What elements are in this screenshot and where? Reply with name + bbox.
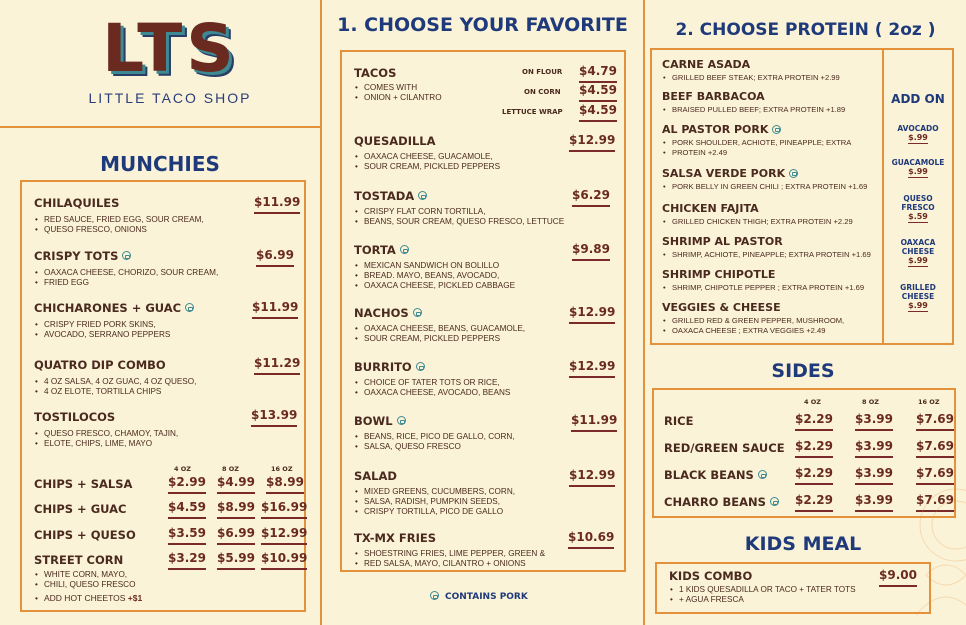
item-price: $16.99 [261, 500, 307, 519]
menu-item [34, 553, 142, 603]
taco-option-label: LETTUCE WRAP [502, 108, 563, 116]
side-price: $7.69 [916, 466, 954, 485]
addon-price: $.99 [908, 167, 928, 176]
pork-icon [789, 169, 798, 178]
logo-divider [0, 126, 321, 128]
item-price: $3.29 [168, 551, 206, 570]
kids-name: KIDS COMBO [669, 569, 753, 583]
munchies-box [20, 180, 306, 612]
item-name: CHIPS + SALSA [34, 477, 133, 491]
favorites-title: 1. CHOOSE YOUR FAVORITE [337, 14, 628, 36]
protein-description: • SHRIMP, CHIPOTLE PEPPER ; EXTRA PROTEIN +1.69 [662, 283, 864, 293]
item-price: $4.59 [579, 103, 617, 122]
size-header: 8 OZ [222, 465, 240, 473]
size-header: 4 OZ [174, 465, 192, 473]
protein-item [662, 90, 845, 115]
item-name: QUATRO DIP COMBO [34, 358, 166, 372]
protein-name: SHRIMP CHIPOTLE [662, 268, 776, 281]
side-price: $3.99 [855, 493, 893, 512]
side-name: RICE [664, 414, 694, 428]
protein-description: • BRAISED PULLED BEEF; EXTRA PROTEIN +1.89 [662, 105, 845, 115]
logo [80, 10, 260, 106]
protein-name: AL PASTOR PORK [662, 123, 769, 136]
item-price: $12.99 [569, 359, 615, 378]
side-price: $7.69 [916, 493, 954, 512]
item-price: $10.69 [568, 530, 614, 549]
addon-price: $.99 [908, 256, 928, 265]
item-name: BURRITO [354, 360, 412, 374]
protein-item [662, 123, 851, 157]
menu-item [34, 301, 194, 340]
logo-mark: LTS [102, 10, 238, 87]
addon-item: GUACAMOLE $.99 [891, 158, 945, 176]
menu-item [354, 360, 510, 398]
addon-price: $.99 [908, 133, 928, 142]
addon-item: AVOCADO $.99 [897, 124, 939, 142]
taco-option-label: ON FLOUR [522, 68, 563, 76]
item-price: $6.29 [572, 188, 610, 207]
menu-item [354, 66, 442, 103]
menu-item [34, 249, 218, 288]
taco-option-label: ON CORN [524, 88, 561, 96]
item-description: • MEXICAN SANDWICH ON BOLILLO • BREAD. MAYO, BEANS, AVOCADO, • OAXACA CHEESE, PICKLED CABBAGE [354, 261, 515, 291]
item-price: $12.99 [569, 305, 615, 324]
item-price: $12.99 [569, 468, 615, 487]
protein-description: • GRILLED RED & GREEN PEPPER, MUSHROOM, • OAXACA CHEESE ; EXTRA VEGGIES +2.49 [662, 316, 844, 335]
pork-icon [758, 470, 767, 479]
protein-item [662, 202, 853, 227]
kids-description: • 1 KIDS QUESADILLA OR TACO + TATER TOTS • + AGUA FRESCA [669, 585, 856, 605]
item-name: QUESADILLA [354, 134, 436, 148]
menu-item [354, 306, 525, 344]
item-name: TOSTILOCOS [34, 410, 116, 424]
item-price: $11.99 [571, 413, 617, 432]
menu-item [354, 469, 515, 517]
item-description: • MIXED GREENS, CUCUMBERS, CORN, • SALSA, RADISH, PUMPKIN SEEDS, • CRISPY TORTILLA, PICO DE GALLO [354, 487, 515, 517]
item-price: $11.99 [254, 195, 300, 214]
column-divider-right [643, 0, 645, 625]
item-price: $10.99 [261, 551, 307, 570]
side-price: $2.29 [795, 412, 833, 431]
protein-description: • PORK BELLY IN GREEN CHILI ; EXTRA PROTEIN +1.69 [662, 182, 867, 192]
protein-description: • PORK SHOULDER, ACHIOTE, PINEAPPLE; EXTRA • PROTEIN +2.49 [662, 138, 851, 157]
item-price: $2.99 [168, 475, 206, 494]
decorative-illustration [886, 465, 966, 625]
addon-price: $.99 [908, 301, 928, 310]
item-description: • OAXACA CHEESE, GUACAMOLE, • SOUR CREAM, PICKLED PEPPERS [354, 152, 500, 172]
protein-name: SHRIMP AL PASTOR [662, 235, 783, 248]
protein-box [650, 48, 954, 345]
item-name: TX-MX FRIES [354, 531, 436, 545]
item-name: CHICHARONES + GUAC [34, 301, 182, 315]
side-price: $2.29 [795, 493, 833, 512]
pork-legend: CONTAINS PORK [430, 592, 528, 602]
protein-title: 2. CHOOSE PROTEIN ( 2oz ) [675, 20, 936, 40]
size-header: 8 OZ [862, 398, 880, 406]
item-description: • COMES WITH • ONION + CILANTRO [354, 83, 442, 103]
protein-name: SALSA VERDE PORK [662, 167, 786, 180]
item-name: CHIPS + GUAC [34, 502, 127, 516]
munchies-title: MUNCHIES [100, 152, 220, 176]
size-header: 4 OZ [804, 398, 822, 406]
menu-item [34, 410, 178, 449]
item-price: $6.99 [217, 526, 255, 545]
item-price: $8.99 [217, 500, 255, 519]
side-name: BLACK BEANS [664, 468, 754, 482]
item-price: $9.89 [572, 242, 610, 261]
side-name: CHARRO BEANS [664, 495, 766, 509]
menu-item [354, 243, 515, 291]
item-price: $4.59 [579, 83, 617, 102]
addon-price: $.59 [908, 212, 928, 221]
side-price: $3.99 [855, 439, 893, 458]
item-name: STREET CORN [34, 553, 124, 567]
addon-item: OAXACA CHEESE $.99 [900, 238, 936, 265]
kids-price: $9.00 [879, 568, 917, 587]
item-description: • WHITE CORN, MAYO, • CHILI, QUESO FRESCO [34, 570, 142, 590]
item-name: CRISPY TOTS [34, 249, 119, 263]
side-price: $2.29 [795, 466, 833, 485]
item-name: NACHOS [354, 306, 409, 320]
menu-item [354, 414, 515, 452]
side-price: $2.29 [795, 439, 833, 458]
item-name: CHIPS + QUESO [34, 528, 136, 542]
protein-description: • SHRIMP, ACHIOTE, PINEAPPLE; EXTRA PROTEIN +1.69 [662, 250, 871, 260]
pork-icon [400, 245, 409, 254]
item-name: TORTA [354, 243, 396, 257]
item-price: $4.59 [168, 500, 206, 519]
item-price: $3.59 [168, 526, 206, 545]
item-name: SALAD [354, 469, 397, 483]
pork-icon [122, 251, 131, 260]
item-description: • BEANS, RICE, PICO DE GALLO, CORN, • SALSA, QUESO FRESCO [354, 432, 515, 452]
item-description: • OAXACA CHEESE, BEANS, GUACAMOLE, • SOUR CREAM, PICKLED PEPPERS [354, 324, 525, 344]
kids-title: KIDS MEAL [744, 533, 862, 555]
side-price: $3.99 [855, 412, 893, 431]
pork-icon [185, 303, 194, 312]
item-price: $12.99 [569, 133, 615, 152]
protein-name: CARNE ASADA [662, 58, 751, 71]
protein-item [662, 268, 864, 293]
item-price: $5.99 [217, 551, 255, 570]
protein-name: BEEF BARBACOA [662, 90, 765, 103]
protein-description: • GRILLED CHICKEN THIGH; EXTRA PROTEIN +2.29 [662, 217, 853, 227]
item-name: TOSTADA [354, 189, 415, 203]
item-description: • OAXACA CHEESE, CHORIZO, SOUR CREAM, • FRIED EGG [34, 268, 218, 288]
menu-item [34, 358, 196, 397]
pork-icon [413, 308, 422, 317]
pork-icon [397, 416, 406, 425]
item-name: CHILAQUILES [34, 196, 120, 210]
item-price: $8.99 [266, 475, 304, 494]
protein-name: CHICKEN FAJITA [662, 202, 759, 215]
item-price: $4.99 [217, 475, 255, 494]
pork-icon [772, 125, 781, 134]
pork-icon [418, 191, 427, 200]
item-description: • CRISPY FRIED PORK SKINS, • AVOCADO, SERRANO PEPPERS [34, 320, 194, 340]
item-description: • CRISPY FLAT CORN TORTILLA, • BEANS, SOUR CREAM, QUESO FRESCO, LETTUCE [354, 207, 564, 227]
item-description: • QUESO FRESCO, CHAMOY, TAJIN, • ELOTE, CHIPS, LIME, MAYO [34, 429, 178, 449]
protein-item [662, 235, 871, 260]
item-description: • 4 OZ SALSA, 4 OZ GUAC, 4 OZ QUESO, • 4 OZ ELOTE, TORTILLA CHIPS [34, 377, 196, 397]
side-price: $3.99 [855, 466, 893, 485]
protein-item [662, 58, 840, 83]
pork-icon [770, 497, 779, 506]
item-description: • CHOICE OF TATER TOTS OR RICE, • OAXACA CHEESE, AVOCADO, BEANS [354, 378, 510, 398]
kids-item [669, 569, 856, 605]
item-description: • RED SAUCE, FRIED EGG, SOUR CREAM, • QUESO FRESCO, ONIONS [34, 215, 204, 235]
addon-item: QUESO FRESCO $.59 [901, 194, 935, 221]
menu-item [354, 134, 500, 172]
item-price: $12.99 [261, 526, 307, 545]
logo-subtitle: LITTLE TACO SHOP [88, 90, 252, 106]
side-price: $7.69 [916, 439, 954, 458]
side-name: RED/GREEN SAUCE [664, 441, 785, 455]
item-name: TACOS [354, 66, 397, 80]
pork-icon [430, 591, 439, 600]
size-header: 16 OZ [918, 398, 940, 406]
size-header: 16 OZ [271, 465, 293, 473]
pork-icon [416, 362, 425, 371]
item-name: BOWL [354, 414, 393, 428]
addon-title: ADD ON [891, 92, 945, 106]
menu-item [34, 196, 204, 235]
protein-description: • GRILLED BEEF STEAK; EXTRA PROTEIN +2.99 [662, 73, 840, 83]
protein-item [662, 301, 844, 335]
item-price: $4.79 [579, 64, 617, 83]
sides-title: SIDES [771, 360, 835, 382]
protein-item [662, 167, 867, 192]
item-price: $13.99 [251, 408, 297, 427]
addon-item: GRILLED CHEESE $.99 [900, 283, 936, 310]
item-price: $11.99 [252, 300, 298, 319]
item-description: • SHOESTRING FRIES, LIME PEPPER, GREEN & • RED SALSA, MAYO, CILANTRO + ONIONS [354, 549, 545, 569]
menu-item [354, 531, 545, 569]
item-price: $11.29 [254, 356, 300, 375]
side-price: $7.69 [916, 412, 954, 431]
item-price: $6.99 [256, 248, 294, 267]
favorites-box [340, 50, 626, 572]
protein-name: VEGGIES & CHEESE [662, 301, 781, 314]
column-divider-left [320, 0, 322, 625]
hot-cheetos-addon: • ADD HOT CHEETOS +$1 [34, 593, 142, 603]
menu-item [354, 189, 564, 227]
